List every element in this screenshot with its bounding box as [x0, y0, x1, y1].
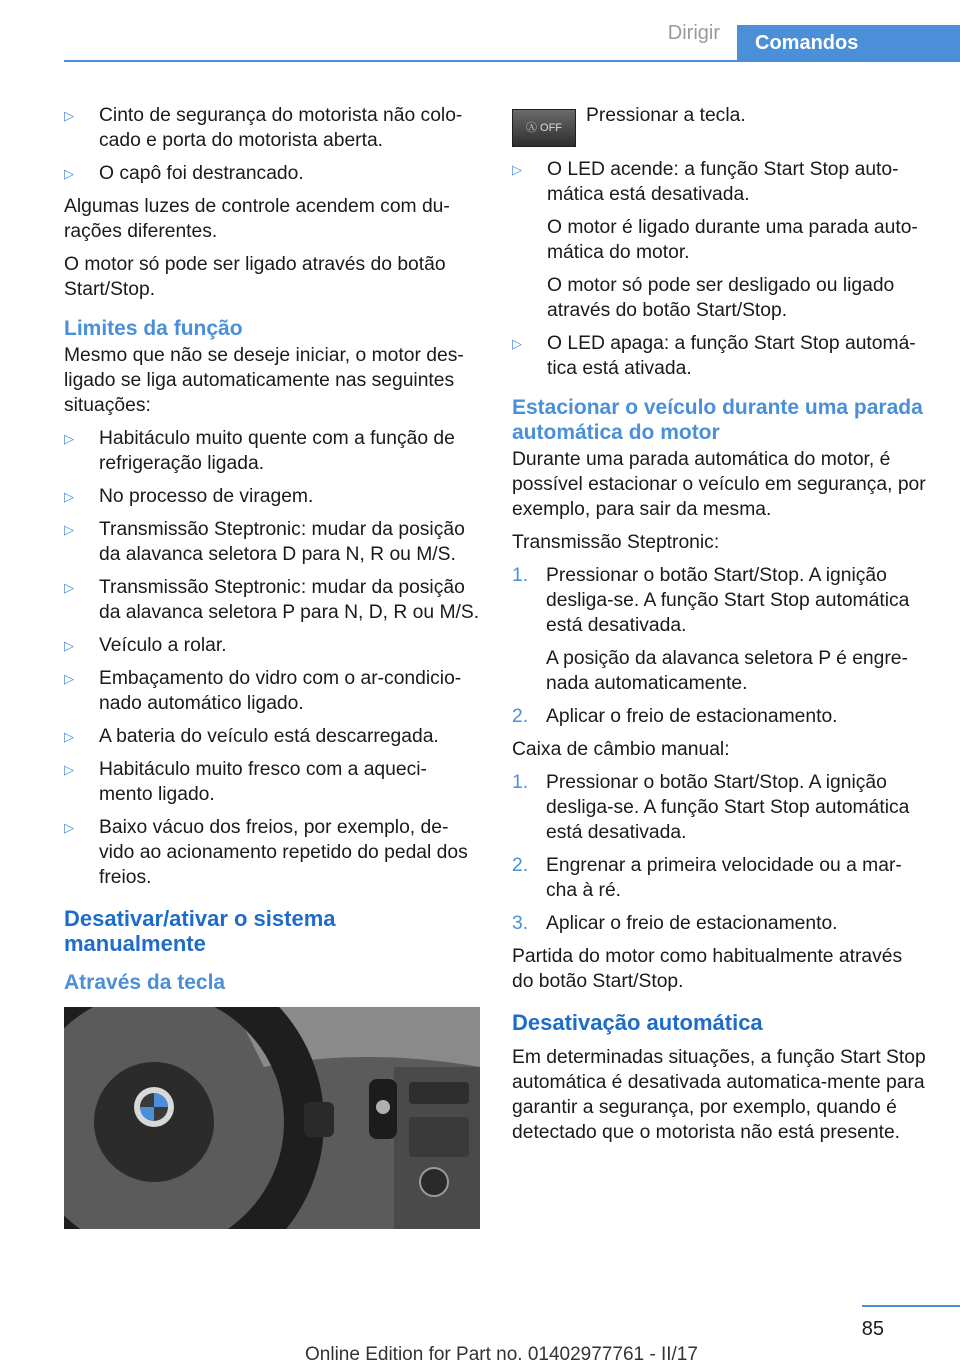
edition-note: Online Edition for Part no. 01402977761 - II/17	[305, 1344, 698, 1365]
paragraph: Em determinadas situações, a função Start Stop automática é desativada automatica-mente para garantir a segurança, por exemplo, quando é detectado que o motorista não está presente.	[512, 1047, 926, 1143]
triangle-bullet-icon: ▷	[512, 336, 522, 351]
triangle-bullet-icon: ▷	[64, 431, 74, 446]
triangle-bullet-icon: ▷	[64, 729, 74, 744]
page-header	[0, 0, 960, 62]
steering-wheel-photo	[64, 1007, 480, 1229]
manual-steps	[512, 770, 928, 936]
bullet-list-top	[64, 103, 480, 186]
list-item: ▷ Habitáculo muito fresco com a aqueci-mento ligado.	[64, 759, 427, 805]
triangle-bullet-icon: ▷	[64, 166, 74, 181]
limits-heading: Limites da função	[64, 317, 243, 340]
list-item: ▷ Habitáculo muito quente com a função de refrigeração ligada.	[64, 428, 455, 474]
auto-heading: Desativação automática	[512, 1010, 763, 1035]
triangle-bullet-icon: ▷	[64, 671, 74, 686]
list-item: ▷ Transmissão Steptronic: mudar da posição da alavanca seletora D para N, R ou M/S.	[64, 519, 465, 565]
page-footer	[0, 1300, 960, 1365]
paragraph: O motor só pode ser ligado através do botão Start/Stop.	[64, 254, 446, 300]
list-item: 2. Engrenar a primeira velocidade ou a mar-cha à ré.	[512, 855, 902, 901]
list-item: ▷ Transmissão Steptronic: mudar da posição da alavanca seletora P para N, D, R ou M/S.	[64, 577, 480, 623]
triangle-bullet-icon: ▷	[64, 762, 74, 777]
park-heading: Estacionar o veículo durante uma parada automática do motor	[512, 396, 923, 444]
manual-heading: Desativar/ativar o sistema manualmente	[64, 906, 336, 956]
triangle-bullet-icon: ▷	[64, 638, 74, 653]
list-item: ▷ Cinto de segurança do motorista não colo-cado e porta do motorista aberta.	[64, 105, 463, 151]
list-item: ▷ A bateria do veículo está descarregada.	[64, 726, 439, 747]
list-item: 1. Pressionar o botão Start/Stop. A ignição desliga-se. A função Start Stop automática está desativada. A posição da alavanca seletora P é engre-nada automaticamente.	[512, 565, 910, 694]
paragraph: Durante uma parada automática do motor, é possível estacionar o veículo em segurança, por exemplo, para sair da mesma.	[512, 449, 926, 520]
list-item: ▷ O LED apaga: a função Start Stop automá-tica está ativada.	[512, 333, 916, 379]
list-item: ▷ O capô foi destrancado.	[64, 163, 304, 184]
led-list	[512, 157, 928, 381]
list-item: 3. Aplicar o freio de estacionamento.	[512, 913, 838, 934]
right-column	[512, 103, 928, 1153]
triangle-bullet-icon: ▷	[512, 162, 522, 177]
triangle-bullet-icon: ▷	[64, 580, 74, 595]
limits-list	[64, 426, 480, 890]
chapter-tab: Comandos	[737, 25, 960, 62]
list-item: 2. Aplicar o freio de estacionamento.	[512, 706, 838, 727]
list-item: ▷ Baixo vácuo dos freios, por exemplo, de-vido ao acionamento repetido do pedal dos freios.	[64, 817, 468, 888]
paragraph: Algumas luzes de controle acendem com du-rações diferentes.	[64, 196, 450, 242]
steptronic-label: Transmissão Steptronic:	[512, 532, 720, 553]
list-item: ▷ No processo de viragem.	[64, 486, 314, 507]
triangle-bullet-icon: ▷	[64, 489, 74, 504]
press-button-text: Pressionar a tecla.	[586, 105, 746, 126]
dashboard-illustration	[64, 1007, 480, 1229]
left-column	[64, 103, 480, 1229]
list-item: 1. Pressionar o botão Start/Stop. A ignição desliga-se. A função Start Stop automática está desativada.	[512, 772, 910, 843]
triangle-bullet-icon: ▷	[64, 820, 74, 835]
button-instruction	[512, 103, 928, 147]
list-item: ▷ O LED acende: a função Start Stop auto-mática está desativada. O motor é ligado durante uma parada auto-mática do motor. O motor só pode ser desligado ou ligado através do botão Start/Stop.	[512, 159, 918, 321]
list-item: ▷ Veículo a rolar.	[64, 635, 227, 656]
steptronic-steps	[512, 563, 928, 729]
footer-rule	[862, 1305, 960, 1307]
list-item: ▷ Embaçamento do vidro com o ar-condicio-nado automático ligado.	[64, 668, 462, 714]
paragraph: Mesmo que não se deseje iniciar, o motor des-ligado se liga automaticamente nas seguintes situações:	[64, 345, 464, 416]
via-button-heading: Através da tecla	[64, 971, 226, 994]
triangle-bullet-icon: ▷	[64, 108, 74, 123]
page-number: 85	[861, 1318, 884, 1340]
section-label: Dirigir	[667, 22, 720, 44]
manual-gear-label: Caixa de câmbio manual:	[512, 739, 730, 760]
auto-start-stop-button[interactable]: Ⓐ OFF	[512, 109, 576, 147]
paragraph: Partida do motor como habitualmente através do botão Start/Stop.	[512, 946, 903, 992]
triangle-bullet-icon: ▷	[64, 522, 74, 537]
